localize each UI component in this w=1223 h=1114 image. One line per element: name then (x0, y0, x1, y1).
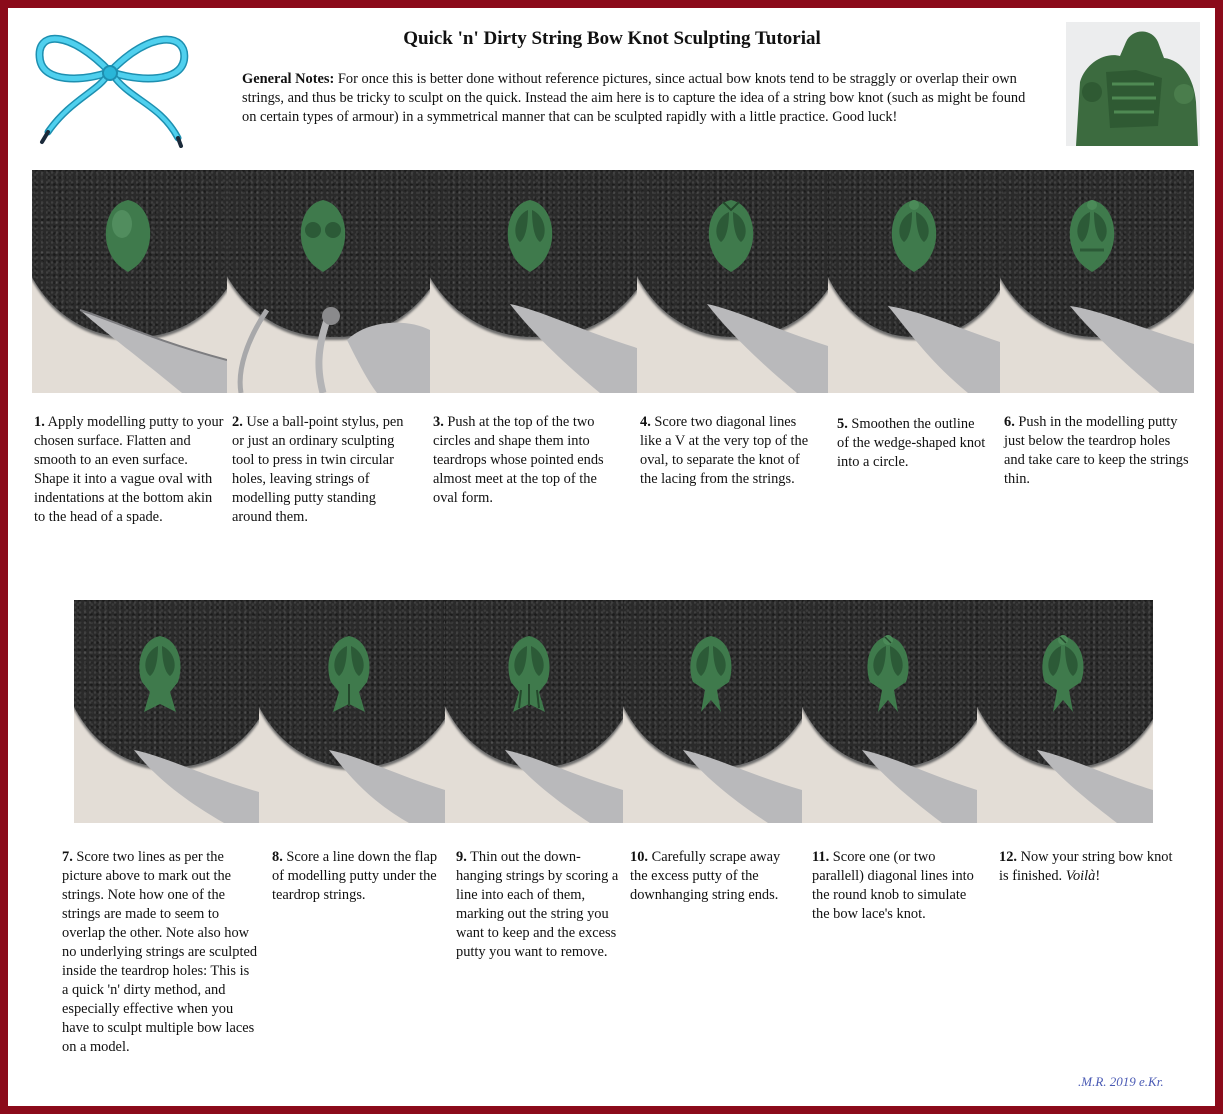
step-description: Push in the modelling putty just below the teardrop holes and take care to keep the strings thin. (1004, 414, 1189, 487)
step-6-text (1004, 413, 1194, 489)
step-italic: Voilà (1065, 868, 1096, 884)
notes-text: For once this is better done without reference pictures, since actual bow knots tend to be straggly or overlap their own strings, and thus be tricky to sculpt on the quick. Instead the aim here is to capture the idea of a string bow knot (such as might be found on certain types of armour) in a symmetrical manner that can be sculpted rapidly with a little practice. Good luck! (242, 71, 1026, 125)
step-9-text (456, 848, 621, 962)
step-10-photo (623, 600, 802, 823)
tutorial-sheet (8, 8, 1215, 1106)
step-1-photo (32, 170, 227, 393)
step-description: Thin out the down-hanging strings by scoring a line into each of them, marking out the string you want to keep and the excess putty you want to remove. (456, 849, 619, 960)
step-2-text (232, 413, 412, 527)
step-12-text (999, 848, 1179, 886)
step-11-photo (802, 600, 977, 823)
step-number: 4. (640, 414, 651, 430)
sculpting-tool (623, 600, 802, 823)
step-2-photo (227, 170, 430, 393)
author-credit: .M.R. 2019 e.Kr. (1078, 1074, 1164, 1089)
step-description: Smoothen the outline of the wedge-shaped knot into a circle. (837, 416, 986, 470)
step-description: Score one (or two parallell) diagonal lines into the round knob to simulate the bow lace's knot. (812, 849, 974, 922)
step-9-photo (445, 600, 623, 823)
step-number: 10. (630, 849, 648, 865)
step-description: Use a ball-point stylus, pen or just an ordinary sculpting tool to press in twin circular holes, leaving strings of modelling putty standing around them. (232, 414, 404, 525)
miniature-photo (1066, 22, 1200, 146)
sculpting-tool (977, 600, 1153, 823)
page-title: Quick 'n' Dirty String Bow Knot Sculpting Tutorial (403, 28, 821, 49)
step-number: 7. (62, 849, 73, 865)
sculpting-tool (1000, 170, 1194, 393)
step-number: 9. (456, 849, 467, 865)
step-4-text (640, 413, 820, 489)
step-3-photo (430, 170, 637, 393)
step-8-photo (259, 600, 445, 823)
step-number: 8. (272, 849, 283, 865)
sculpting-tool (637, 170, 828, 393)
notes-label: General Notes: (242, 71, 335, 87)
step-12-photo (977, 600, 1153, 823)
step-8-text (272, 848, 442, 905)
sculpting-tool (802, 600, 977, 823)
step-7-photo (74, 600, 259, 823)
step-number: 2. (232, 414, 243, 430)
step-number: 6. (1004, 414, 1015, 430)
sculpting-tool (259, 600, 445, 823)
step-number: 5. (837, 416, 848, 432)
step-description: Score two diagonal lines like a V at the very top of the oval, to separate the knot of the lacing from the strings. (640, 414, 809, 487)
ball-stylus-tools (227, 170, 430, 393)
step-5-text (837, 415, 987, 472)
step-number: 11. (812, 849, 830, 865)
general-notes (242, 70, 1042, 127)
step-description: Score two lines as per the picture above to mark out the strings. Note how one of the strings are made to seem to overlap the other. Note also how no underlying strings are sculpted inside the teardrop holes: This is a quick 'n' dirty method, and especially effective when you have to sculpt multiple bow laces on a model. (62, 849, 258, 1055)
step-end: ! (1095, 868, 1101, 884)
step-11-text (812, 848, 982, 924)
sculpting-tool (32, 170, 227, 393)
step-description: Now your string bow knot is finished. (999, 849, 1173, 884)
bow-lace-logo (30, 20, 194, 148)
step-number: 1. (34, 414, 45, 430)
step-4-photo (637, 170, 828, 393)
sculpting-tool (828, 170, 1000, 393)
sculpting-tool (430, 170, 637, 393)
sculpting-tool (445, 600, 623, 823)
step-7-text (62, 848, 258, 1057)
step-6-photo (1000, 170, 1194, 393)
sculpting-tool (74, 600, 259, 823)
step-5-photo (828, 170, 1000, 393)
step-description: Apply modelling putty to your chosen surface. Flatten and smooth to an even surface. Shape it into a vague oval with indentations at the bottom akin to the head of a spade. (34, 414, 224, 525)
step-description: Carefully scrape away the excess putty of the downhanging string ends. (630, 849, 781, 903)
step-1-text (34, 413, 224, 527)
step-number: 3. (433, 414, 444, 430)
step-3-text (433, 413, 623, 508)
step-description: Score a line down the flap of modelling putty under the teardrop strings. (272, 849, 438, 903)
step-10-text (630, 848, 800, 905)
step-number: 12. (999, 849, 1017, 865)
step-description: Push at the top of the two circles and shape them into teardrops whose pointed ends almost meet at the top of the oval form. (433, 414, 604, 506)
